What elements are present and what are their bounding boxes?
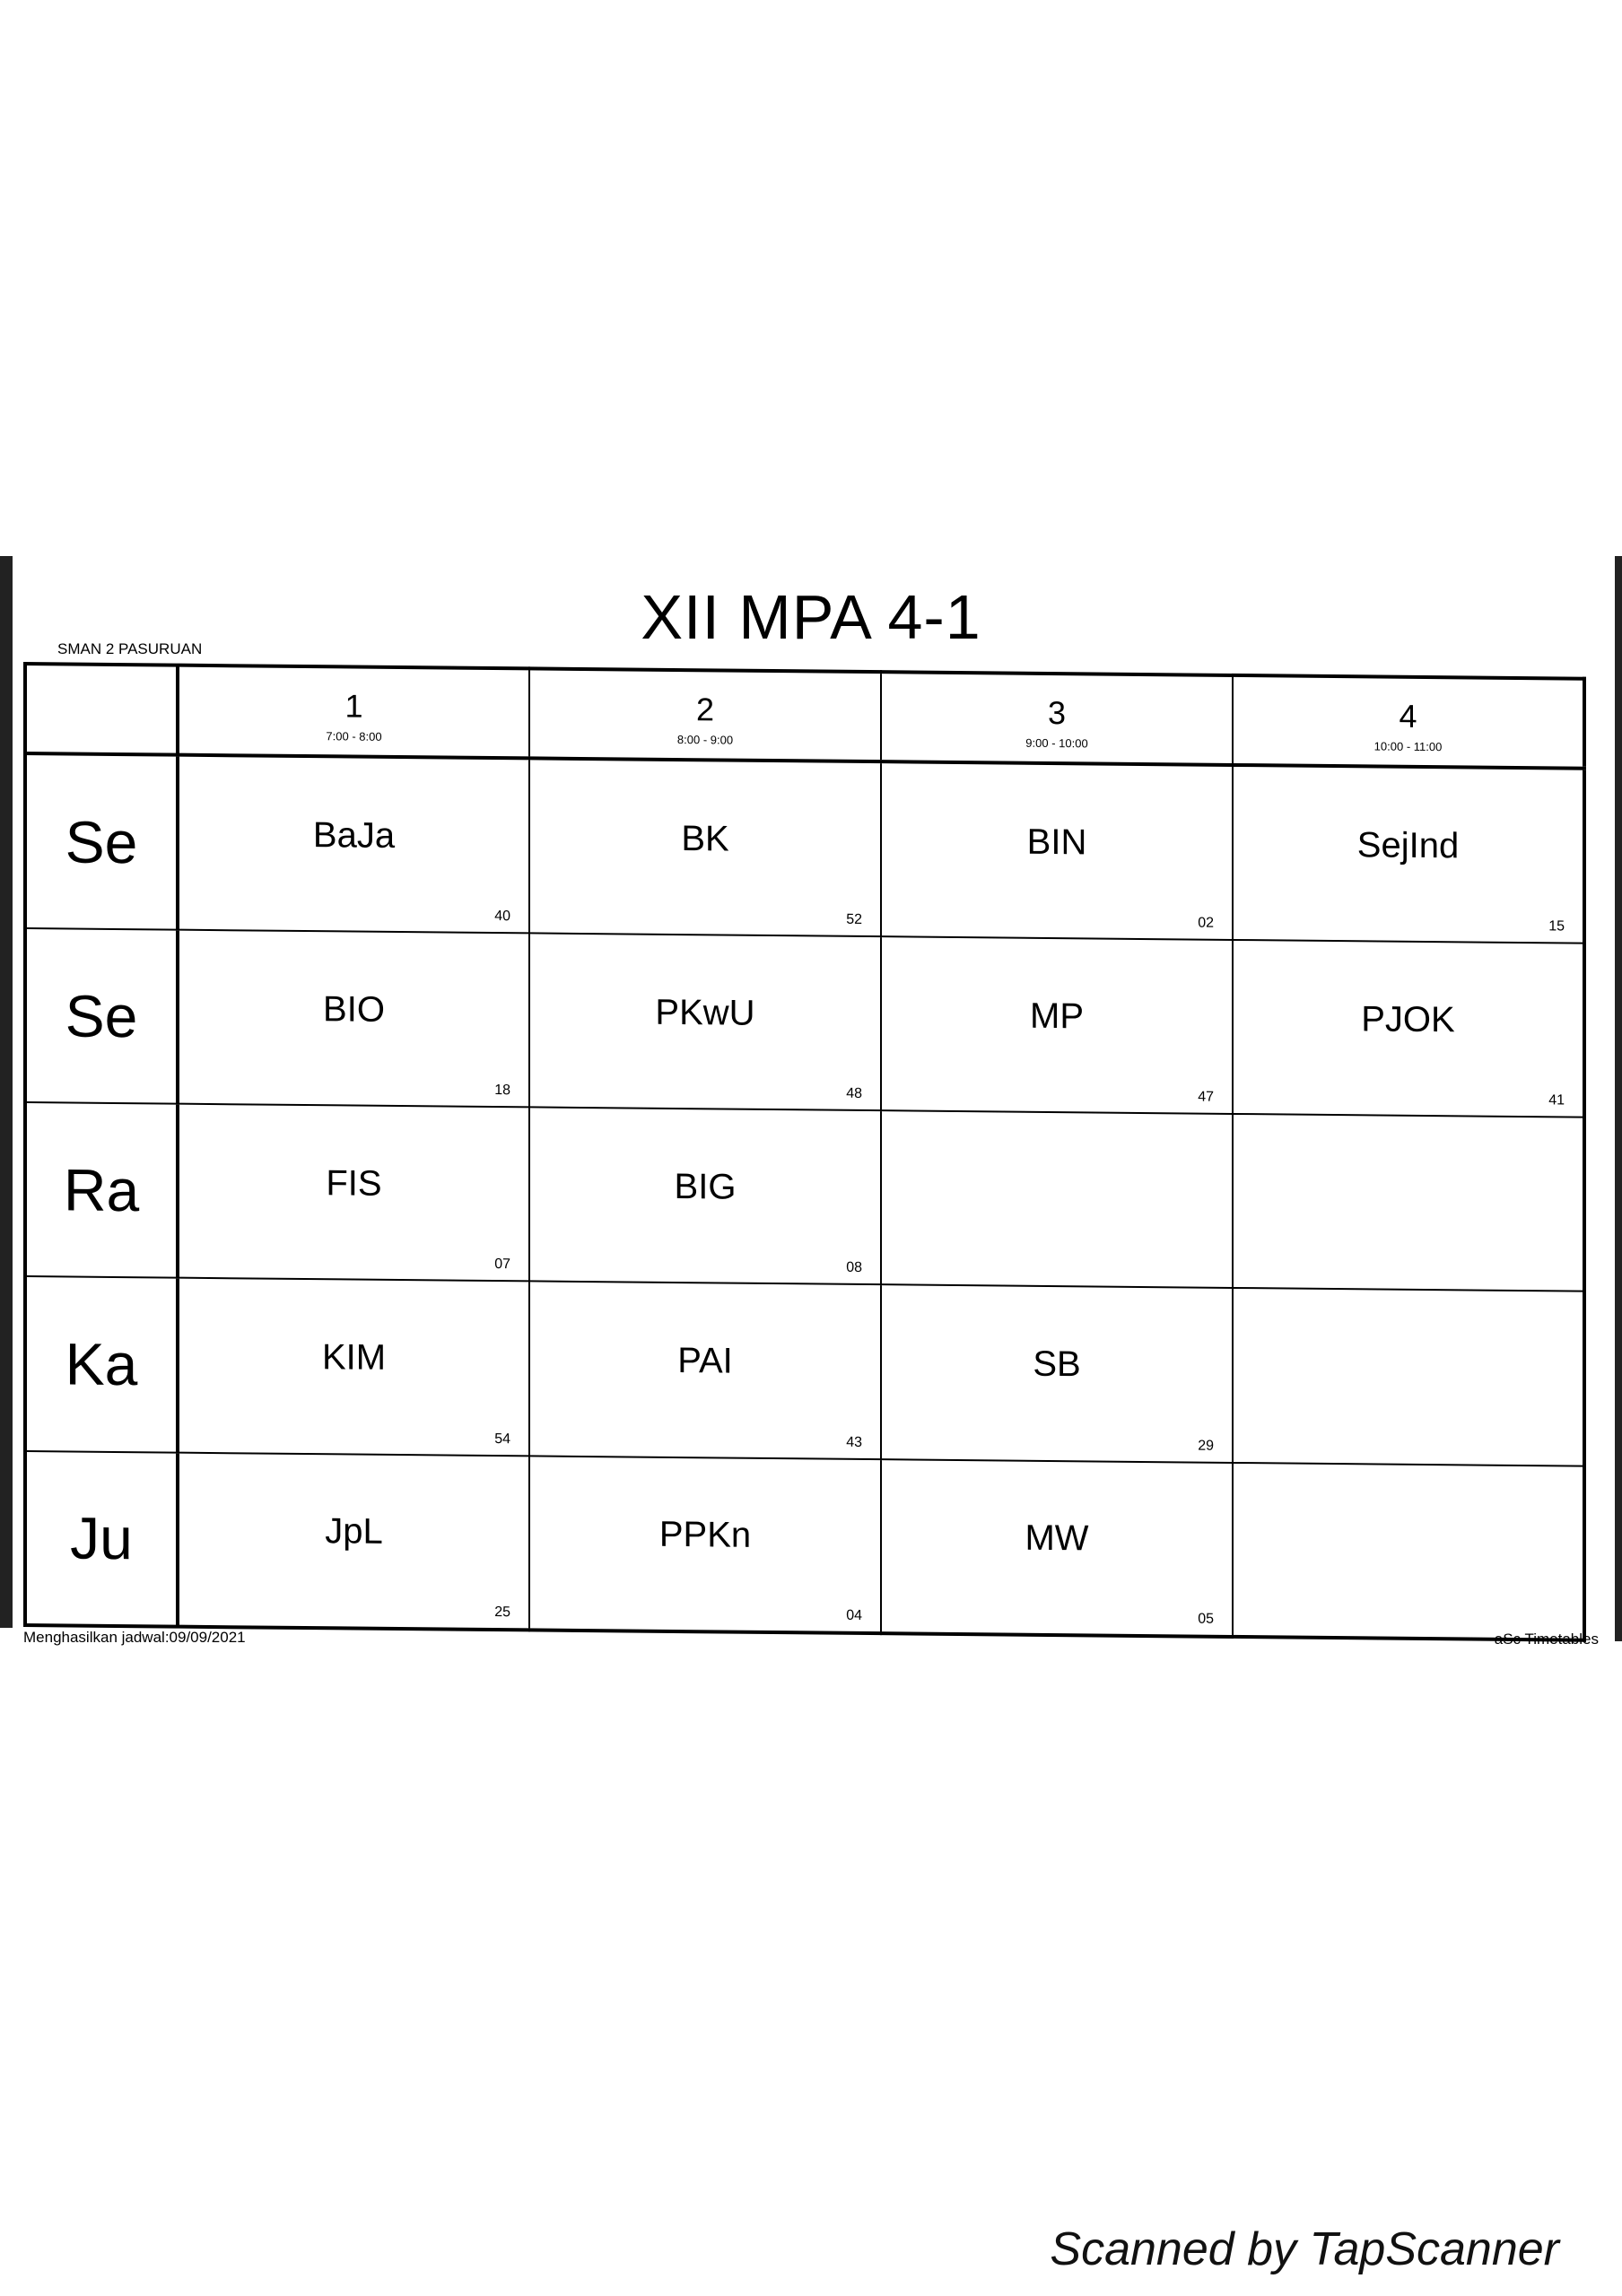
period-time: 9:00 - 10:00 — [1025, 735, 1088, 751]
subject-label: PAI — [677, 1341, 733, 1382]
period-number: 4 — [1399, 697, 1417, 735]
subject-label: SB — [1033, 1344, 1081, 1385]
day-label: Se — [25, 928, 178, 1104]
period-number: 1 — [344, 687, 363, 725]
period-header-row — [25, 664, 1584, 769]
period-header-2 — [529, 668, 881, 761]
scan-edge-left — [0, 556, 13, 1628]
corner-cell — [25, 664, 178, 755]
lesson-cell — [1233, 765, 1584, 943]
subject-label: KIM — [321, 1337, 387, 1378]
school-name: SMAN 2 PASURUAN — [57, 640, 203, 657]
scanner-watermark: Scanned by TapScanner — [1050, 2223, 1559, 2275]
lesson-cell — [178, 929, 529, 1107]
period-time: 7:00 - 8:00 — [326, 729, 382, 744]
lesson-cell — [529, 759, 881, 936]
period-header-1 — [178, 665, 529, 759]
day-label: Ju — [25, 1451, 178, 1627]
room-number: 07 — [494, 1257, 510, 1273]
empty-cell — [1233, 1288, 1584, 1465]
day-label: Ka — [25, 1276, 178, 1452]
subject-label: BIG — [674, 1167, 737, 1207]
timetable-sheet — [23, 662, 1586, 1642]
lesson-cell — [529, 1282, 881, 1459]
period-header-4 — [1233, 675, 1584, 769]
room-number: 47 — [1198, 1089, 1214, 1105]
lesson-cell — [178, 1278, 529, 1456]
lesson-cell — [1233, 939, 1584, 1117]
software-credit: aSc Timetables — [1494, 1631, 1599, 1648]
lesson-cell — [529, 1107, 881, 1284]
room-number: 52 — [846, 911, 862, 927]
room-number: 43 — [846, 1434, 862, 1450]
subject-label: FIS — [326, 1163, 382, 1204]
subject-label: JpL — [325, 1511, 383, 1552]
room-number: 41 — [1548, 1092, 1565, 1109]
subject-label: BIO — [323, 988, 385, 1030]
period-number: 3 — [1047, 693, 1067, 732]
day-row-1 — [25, 753, 1584, 943]
scan-edge-right — [1615, 556, 1622, 1641]
day-label: Se — [25, 753, 178, 929]
day-row-2 — [25, 928, 1584, 1118]
subject-label: MP — [1030, 996, 1084, 1037]
day-label: Ra — [25, 1102, 178, 1278]
page-title: XII MPA 4-1 — [641, 582, 981, 652]
period-number: 2 — [695, 691, 715, 728]
day-row-3 — [25, 1102, 1584, 1292]
room-number: 08 — [846, 1260, 862, 1276]
empty-cell — [1233, 1114, 1584, 1292]
room-number: 04 — [846, 1607, 862, 1623]
lesson-cell — [881, 1459, 1233, 1637]
period-time: 8:00 - 9:00 — [676, 732, 734, 747]
subject-label: BaJa — [312, 814, 396, 856]
subject-label: BK — [681, 818, 729, 859]
subject-label: PJOK — [1361, 999, 1455, 1040]
generated-date: Menghasilkan jadwal:09/09/2021 — [23, 1629, 246, 1646]
subject-label: PPKn — [658, 1515, 752, 1556]
day-row-5 — [25, 1451, 1584, 1640]
lesson-cell — [178, 755, 529, 933]
lesson-cell — [881, 936, 1233, 1114]
period-time: 10:00 - 11:00 — [1373, 739, 1443, 754]
timetable — [23, 662, 1586, 1642]
lesson-cell — [178, 1104, 529, 1282]
lesson-cell — [881, 761, 1233, 939]
room-number: 40 — [494, 908, 510, 924]
subject-label: MW — [1025, 1518, 1089, 1559]
period-header-3 — [881, 672, 1233, 765]
lesson-cell — [178, 1452, 529, 1630]
lesson-cell — [881, 1284, 1233, 1462]
day-row-4 — [25, 1276, 1584, 1465]
room-number: 29 — [1198, 1438, 1214, 1454]
subject-label: BIN — [1026, 822, 1087, 863]
room-number: 54 — [494, 1431, 510, 1447]
lesson-cell — [529, 1456, 881, 1633]
room-number: 48 — [846, 1085, 862, 1101]
room-number: 02 — [1198, 915, 1214, 931]
subject-label: PKwU — [655, 992, 755, 1033]
room-number: 15 — [1548, 918, 1565, 935]
lesson-cell — [529, 933, 881, 1110]
empty-cell — [1233, 1463, 1584, 1640]
empty-cell — [881, 1110, 1233, 1288]
room-number: 25 — [494, 1605, 510, 1621]
room-number: 18 — [494, 1082, 510, 1099]
subject-label: SejInd — [1356, 825, 1460, 866]
room-number: 05 — [1198, 1611, 1214, 1627]
